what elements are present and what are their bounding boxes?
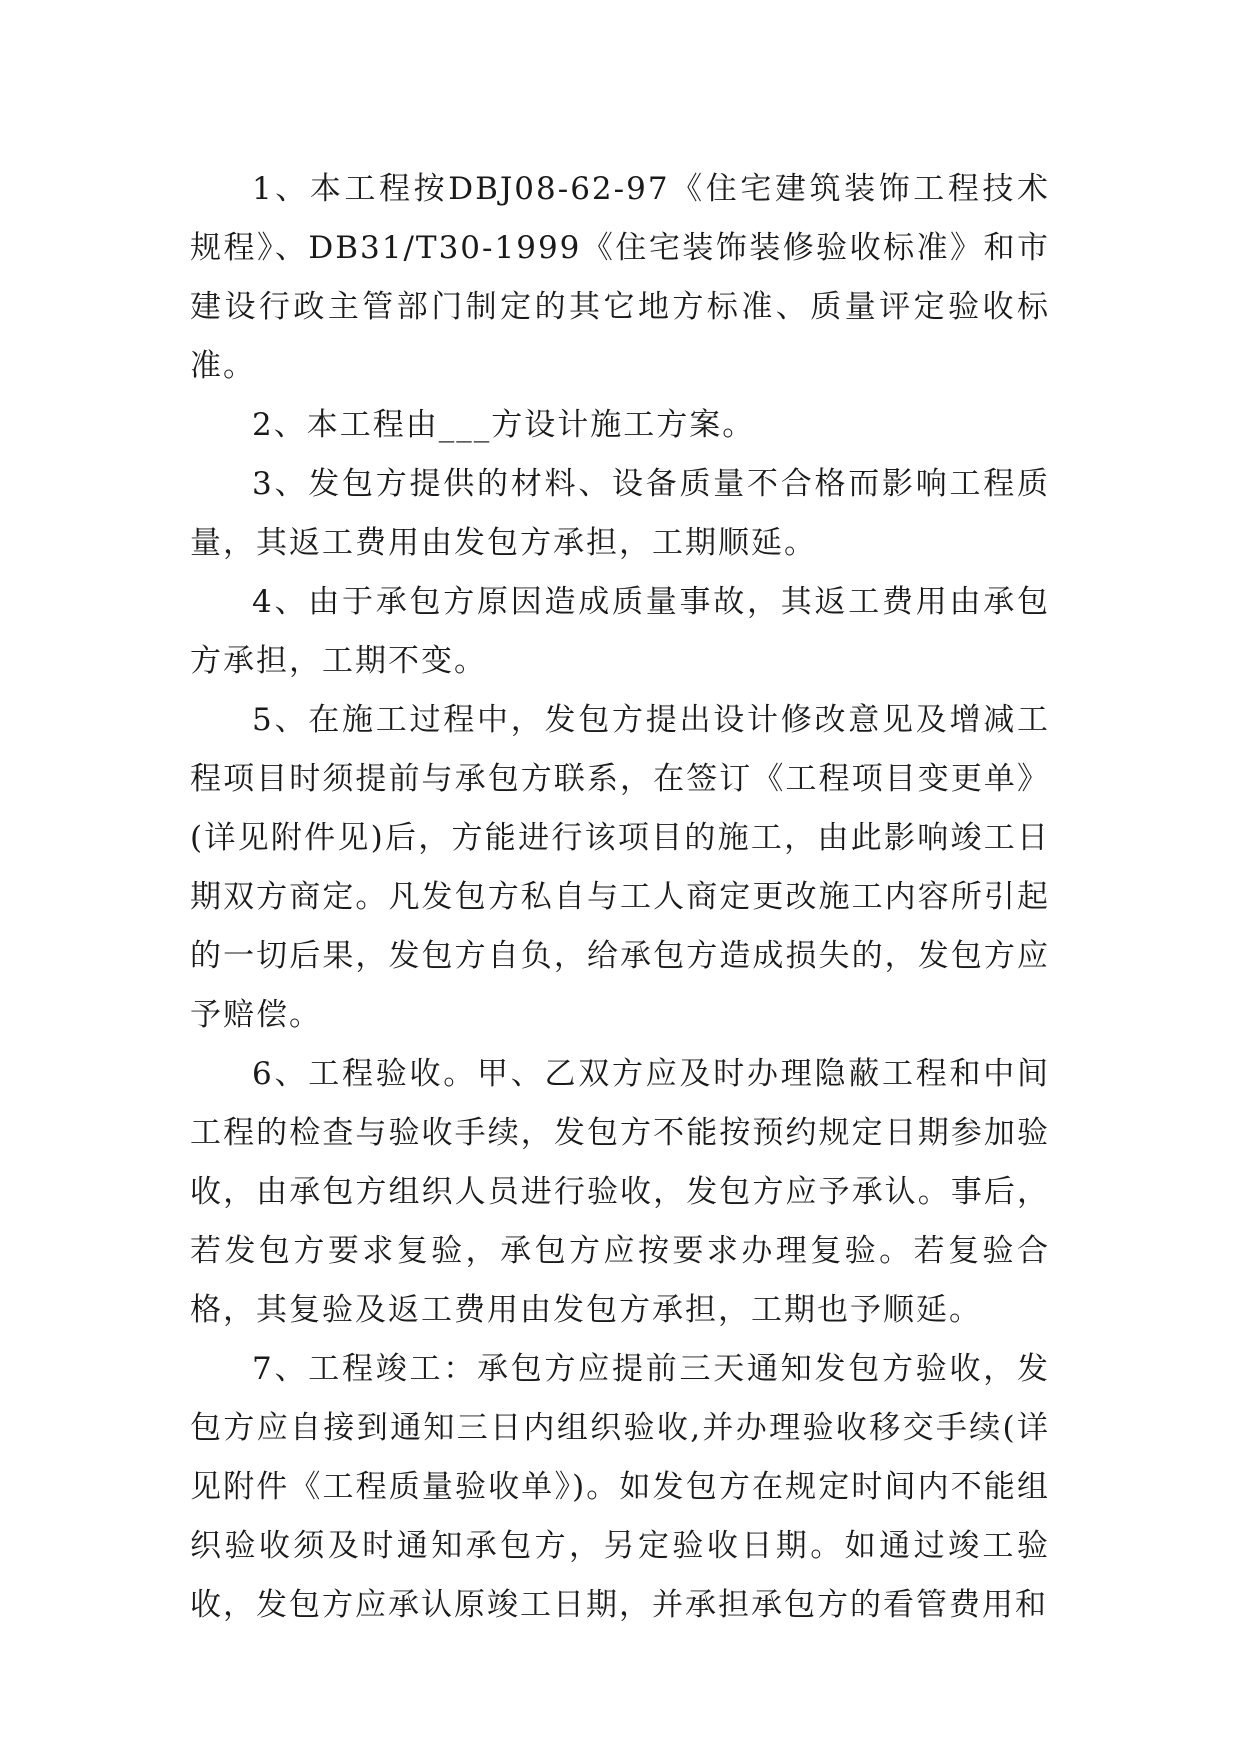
clause-4-paragraph: 4、由于承包方原因造成质量事故，其返工费用由承包方承担，工期不变。 [190, 584, 1050, 679]
clause-7-paragraph: 7、工程竣工：承包方应提前三天通知发包方验收，发包方应自接到通知三日内组织验收,并办理验收移交手续(详见附件《工程质量验收单》)。如发包方在规定时间内不能组织验收须及时通知承包方，另定验收日期。如通过竣工验收，发包方应承认原竣工日期，并承担承包方的看管费用和 [190, 1351, 1050, 1623]
clause-1-paragraph: 1、本工程按DBJ08-62-97《住宅建筑装饰工程技术规程》、DB31/T30-1999《住宅装饰装修验收标准》和市建设行政主管部门制定的其它地方标准、质量评定验收标准。 [190, 171, 1050, 384]
clause-6-paragraph: 6、工程验收。甲、乙双方应及时办理隐蔽工程和中间工程的检查与验收手续，发包方不能按预约规定日期参加验收，由承包方组织人员进行验收，发包方应予承认。事后，若发包方要求复验，承包方应按要求办理复验。若复验合格，其复验及返工费用由发包方承担，工期也予顺延。 [190, 1056, 1050, 1328]
clause-5-paragraph: 5、在施工过程中，发包方提出设计修改意见及增减工程项目时须提前与承包方联系，在签订《工程项目变更单》(详见附件见)后，方能进行该项目的施工，由此影响竣工日期双方商定。凡发包方私自与工人商定更改施工内容所引起的一切后果，发包方自负，给承包方造成损失的，发包方应予赔偿。 [190, 702, 1050, 1033]
clause-2-paragraph: 2、本工程由___方设计施工方案。 [252, 407, 756, 443]
document-page [190, 160, 1050, 1635]
clause-3-paragraph: 3、发包方提供的材料、设备质量不合格而影响工程质量，其返工费用由发包方承担，工期顺延。 [190, 466, 1050, 561]
